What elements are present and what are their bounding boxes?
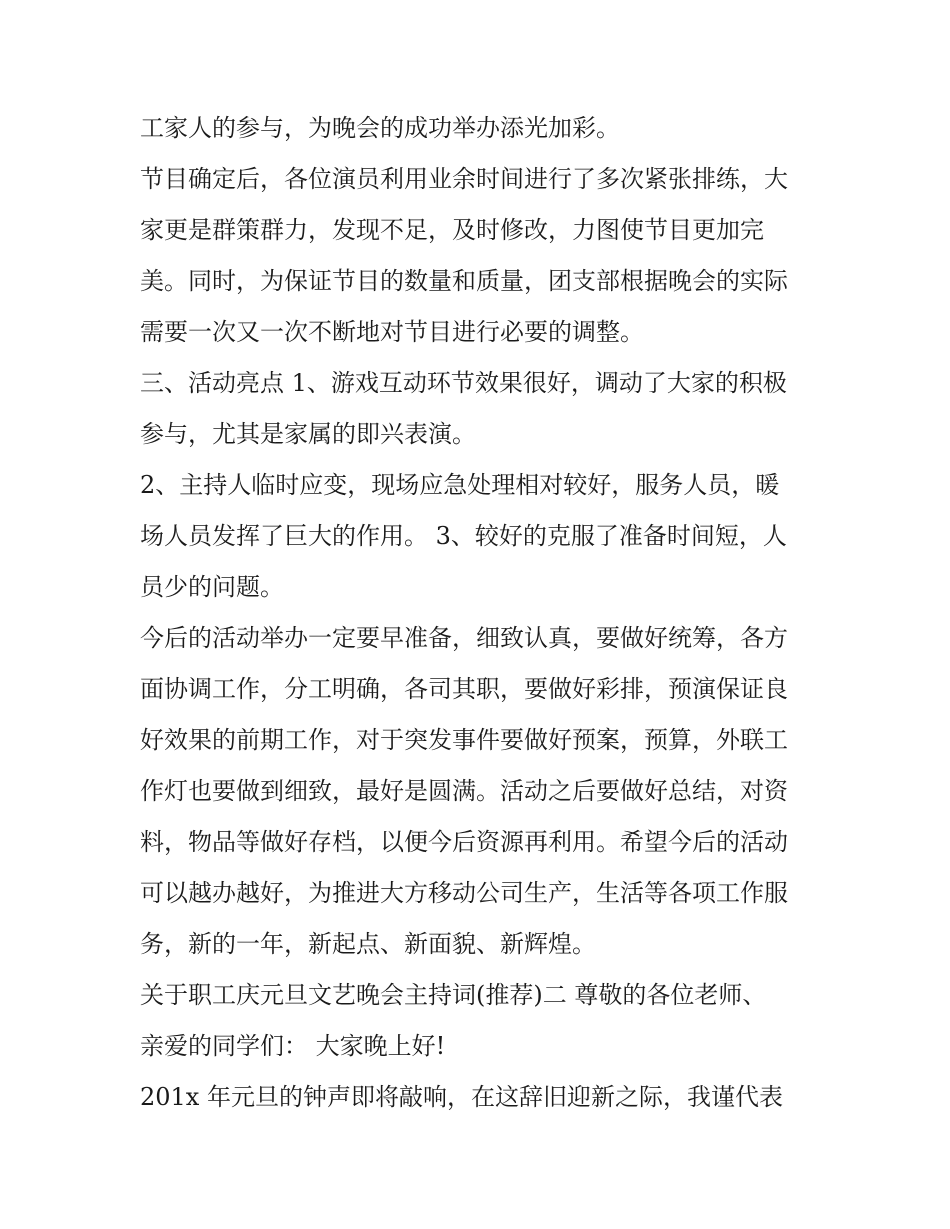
text-line: 料，物品等做好存档，以便今后资源再利用。希望今后的活动 [140,828,788,856]
text-line: 亲爱的同学们： 大家晚上好! [140,1032,446,1060]
text-line: 务，新的一年，新起点、新面貌、新辉煌。 [140,930,596,958]
text-line: 三、活动亮点 1、游戏互动环节效果很好，调动了大家的积极 [140,369,787,397]
text-line: 今后的活动举办一定要早准备，细致认真，要做好统筹，各方 [140,624,788,652]
text-line: 作灯也要做到细致，最好是圆满。活动之后要做好总结，对资 [140,777,788,805]
text-line: 工家人的参与，为晚会的成功举办添光加彩。 [140,114,620,142]
document-body [140,103,820,1123]
text-line: 2、主持人临时应变，现场应急处理相对较好，服务人员，暖 [140,471,780,499]
text-line: 节目确定后，各位演员利用业余时间进行了多次紧张排练，大 [140,165,788,193]
text-line: 需要一次又一次不断地对节目进行必要的调整。 [140,318,644,346]
text-line: 201x 年元旦的钟声即将敲响，在这辞旧迎新之际，我谨代表 [140,1083,783,1111]
text-line: 参与，尤其是家属的即兴表演。 [140,420,476,448]
text-line: 可以越办越好，为推进大方移动公司生产，生活等各项工作服 [140,879,788,907]
text-line: 员少的问题。 [140,573,284,601]
text-line: 美。同时，为保证节目的数量和质量，团支部根据晚会的实际 [140,267,788,295]
text-line: 面协调工作，分工明确，各司其职，要做好彩排，预演保证良 [140,675,788,703]
text-line: 场人员发挥了巨大的作用。 3、较好的克服了准备时间短，人 [140,522,787,550]
text-line: 关于职工庆元旦文艺晚会主持词(推荐)二 尊敬的各位老师、 [140,981,767,1009]
text-line: 家更是群策群力，发现不足，及时修改，力图使节目更加完 [140,216,764,244]
text-line: 好效果的前期工作，对于突发事件要做好预案，预算，外联工 [140,726,788,754]
